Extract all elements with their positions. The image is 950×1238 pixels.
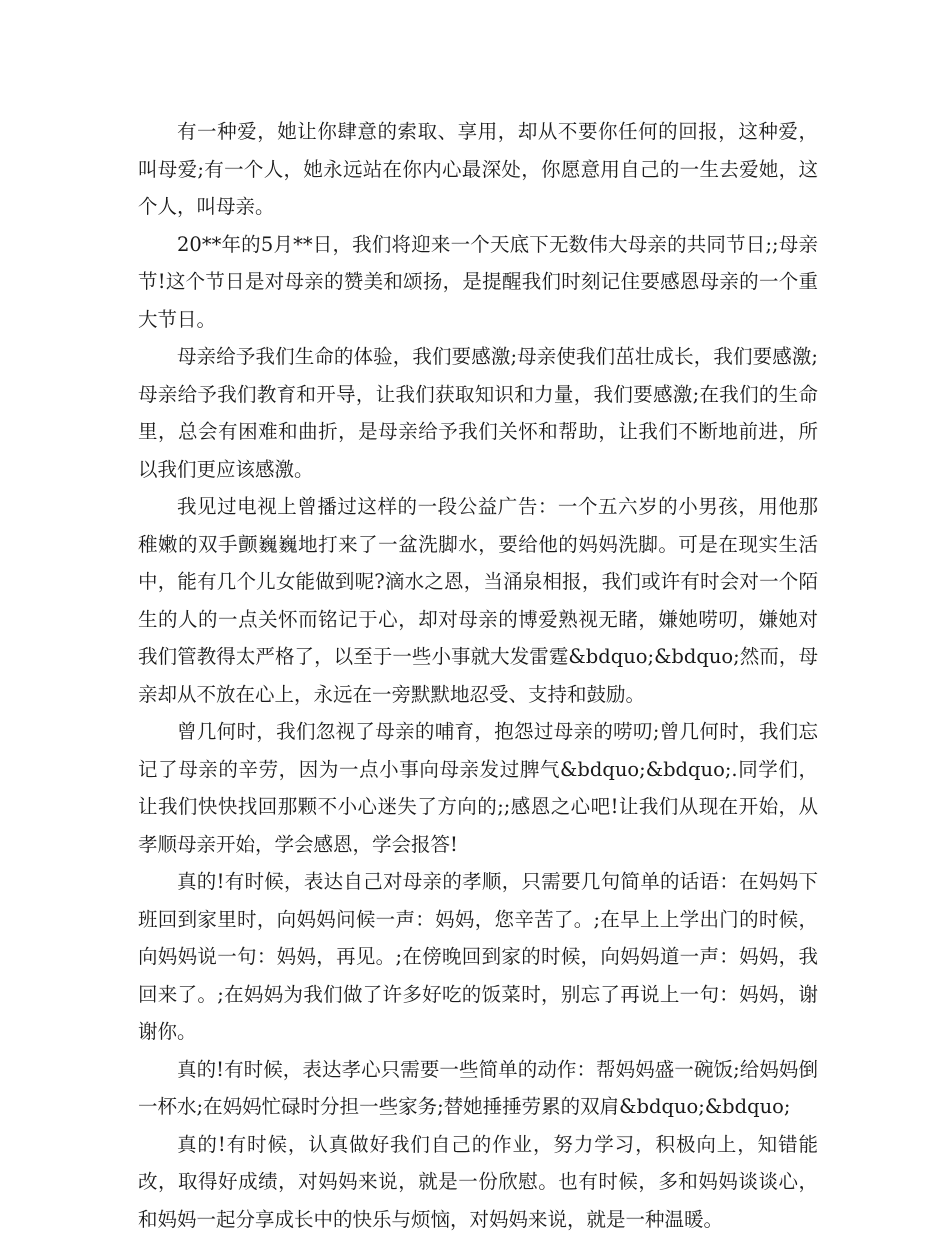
- paragraph-4: 我见过电视上曾播过这样的一段公益广告：一个五六岁的小男孩，用他那稚嫩的双手颤巍巍地打来了一盆洗脚水，要给他的妈妈洗脚。可是在现实生活中，能有几个儿女能做到呢?滴水之恩，当涌泉相报，我们或许有时会对一个陌生的人的一点关怀而铭记于心，却对母亲的博爱熟视无睹，嫌她唠叨，嫌她对我们管教得太严格了，以至于一些小事就大发雷霆&bdquo;&bdquo;然而，母亲却从不放在心上，永远在一旁默默地忍受、支持和鼓励。: [138, 488, 818, 713]
- document-body: [138, 113, 818, 1238]
- paragraph-6: 真的!有时候，表达自己对母亲的孝顺，只需要几句简单的话语：在妈妈下班回到家里时，向妈妈问候一声：妈妈，您辛苦了。;在早上上学出门的时候，向妈妈说一句：妈妈，再见。;在傍晚回到家的时候，向妈妈道一声：妈妈，我回来了。;在妈妈为我们做了许多好吃的饭菜时，别忘了再说上一句：妈妈，谢谢你。: [138, 863, 818, 1051]
- paragraph-2: 20**年的5月**日，我们将迎来一个天底下无数伟大母亲的共同节日;;母亲节!这个节日是对母亲的赞美和颂扬，是提醒我们时刻记住要感恩母亲的一个重大节日。: [138, 226, 818, 339]
- paragraph-8: 真的!有时候，认真做好我们自己的作业，努力学习，积极向上，知错能改，取得好成绩，对妈妈来说，就是一份欣慰。也有时候，多和妈妈谈谈心，和妈妈一起分享成长中的快乐与烦恼，对妈妈来说，就是一种温暖。: [138, 1126, 818, 1238]
- paragraph-3: 母亲给予我们生命的体验，我们要感激;母亲使我们茁壮成长，我们要感激;母亲给予我们教育和开导，让我们获取知识和力量，我们要感激;在我们的生命里，总会有困难和曲折，是母亲给予我们关怀和帮助，让我们不断地前进，所以我们更应该感激。: [138, 338, 818, 488]
- paragraph-5: 曾几何时，我们忽视了母亲的哺育，抱怨过母亲的唠叨;曾几何时，我们忘记了母亲的辛劳，因为一点小事向母亲发过脾气&bdquo;&bdquo;.同学们，让我们快快找回那颗不小心迷失了方向的;;感恩之心吧!让我们从现在开始，从孝顺母亲开始，学会感恩，学会报答!: [138, 713, 818, 863]
- paragraph-7: 真的!有时候，表达孝心只需要一些简单的动作：帮妈妈盛一碗饭;给妈妈倒一杯水;在妈妈忙碌时分担一些家务;替她捶捶劳累的双肩&bdquo;&bdquo;: [138, 1051, 818, 1126]
- paragraph-1: 有一种爱，她让你肆意的索取、享用，却从不要你任何的回报，这种爱，叫母爱;有一个人，她永远站在你内心最深处，你愿意用自己的一生去爱她，这个人，叫母亲。: [138, 113, 818, 226]
